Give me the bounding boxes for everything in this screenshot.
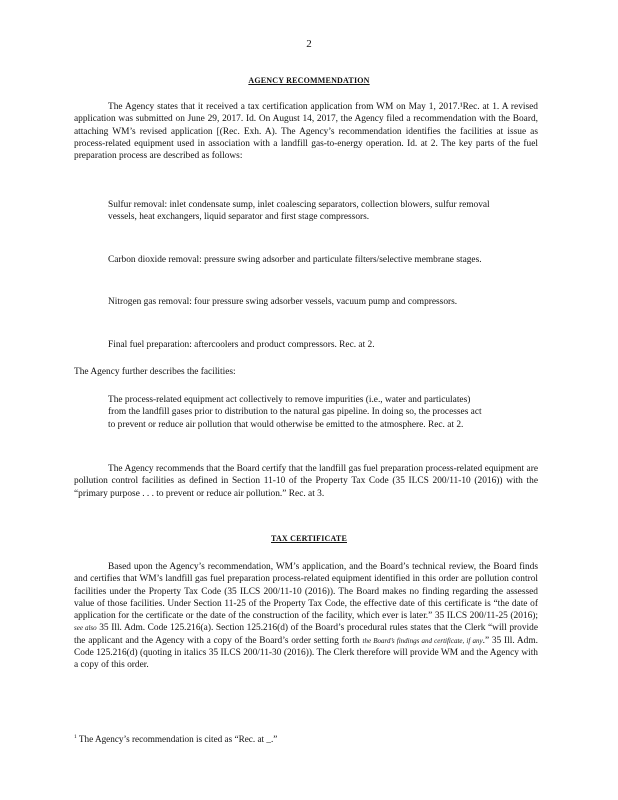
list-item-sulfur-removal: Sulfur removal: inlet condensate sump, inlet coalescing separators, collection blowers, sulfur removal vessels, heat exchangers, liquid separator and first stage compressors. <box>108 200 490 223</box>
paragraph-agency-further: The Agency further describes the facilities: <box>74 367 236 377</box>
page-number: 2 <box>306 38 312 50</box>
footnote <box>74 731 538 745</box>
footnote-text: The Agency’s recommendation is cited as “Rec. at _.” <box>76 734 278 745</box>
list-item-final-fuel-preparation: Final fuel preparation: aftercoolers and product compressors. Rec. at 2. <box>108 340 375 350</box>
agency-recommendation-heading: AGENCY RECOMMENDATION <box>248 76 370 85</box>
block-quote-process-equipment: The process-related equipment act collectively to remove impurities (i.e., water and particulates) from the landfill gases prior to distribution to the natural gas pipeline. In doing so, the processes act to prevent or reduce air pollution that would otherwise be emitted to the atmosphere. Rec. at 2. <box>108 395 482 430</box>
paragraph-agency-recommends: The Agency recommends that the Board certify that the landfill gas fuel preparation process-related equipment are pollution control facilities as defined in Section 11-10 of the Property Tax Code (35 ILCS 200/11-10 (2016)) with the “primary purpose . . . to prevent or reduce air pollution.” Rec. at 3. <box>74 464 538 499</box>
italic-quotation: the Board’s findings and certificate, if any <box>362 636 483 645</box>
paragraph-board-finds: Based upon the Agency’s recommendation, WM’s application, and the Board’s technical review, the Board finds and certifies that WM’s landfill gas fuel preparation process-related equipment identified in this order are pollution control facilities under the Property Tax Code (35 ILCS 200/11-10 (2016)). The Board makes no finding regarding the assessed value of those facilities. Under Section 11-25 of the Property Tax Code, the effective date of this certificate is “the date of application for the certificate or the date of the construction of the facility, which ever is later.” 35 ILCS 200/11-25 (2016); see also 35 Ill. Adm. Code 125.216(a). Section 125.216(d) of the Board’s procedural rules states that the Clerk “will provide the applicant and the Agency with a copy of the Board’s order setting forth the Board’s findings and certificate, if any.” 35 Ill. Adm. Code 125.216(d) (quoting in italics 35 ILCS 200/11-30 (2016)). The Clerk therefore will provide WM and the Agency with a copy of this order. <box>74 562 538 671</box>
tax-certificate-heading: TAX CERTIFICATE <box>271 534 347 543</box>
see-also-citation-signal: see also <box>74 624 97 633</box>
list-item-carbon-dioxide-removal: Carbon dioxide removal: pressure swing adsorber and particulate filters/selective membrane stages. <box>108 255 482 265</box>
footnote-marker: 1 <box>74 734 77 740</box>
list-item-nitrogen-removal: Nitrogen gas removal: four pressure swing adsorber vessels, vacuum pump and compressors. <box>108 297 458 307</box>
paragraph-agency-states: The Agency states that it received a tax certification application from WM on May 1, 2017.¹Rec. at 1. A revised application was submitted on June 29, 2017. Id. On August 14, 2017, the Agency filed a recommendation with the Board, attaching WM’s revised application [(Rec. Exh. A). The Agency’s recommendation identifies the facilities at issue as process-related equipment used in association with a landfill gas-to-energy operation. Id. at 2. The key parts of the fuel preparation process are described as follows: <box>74 102 538 162</box>
